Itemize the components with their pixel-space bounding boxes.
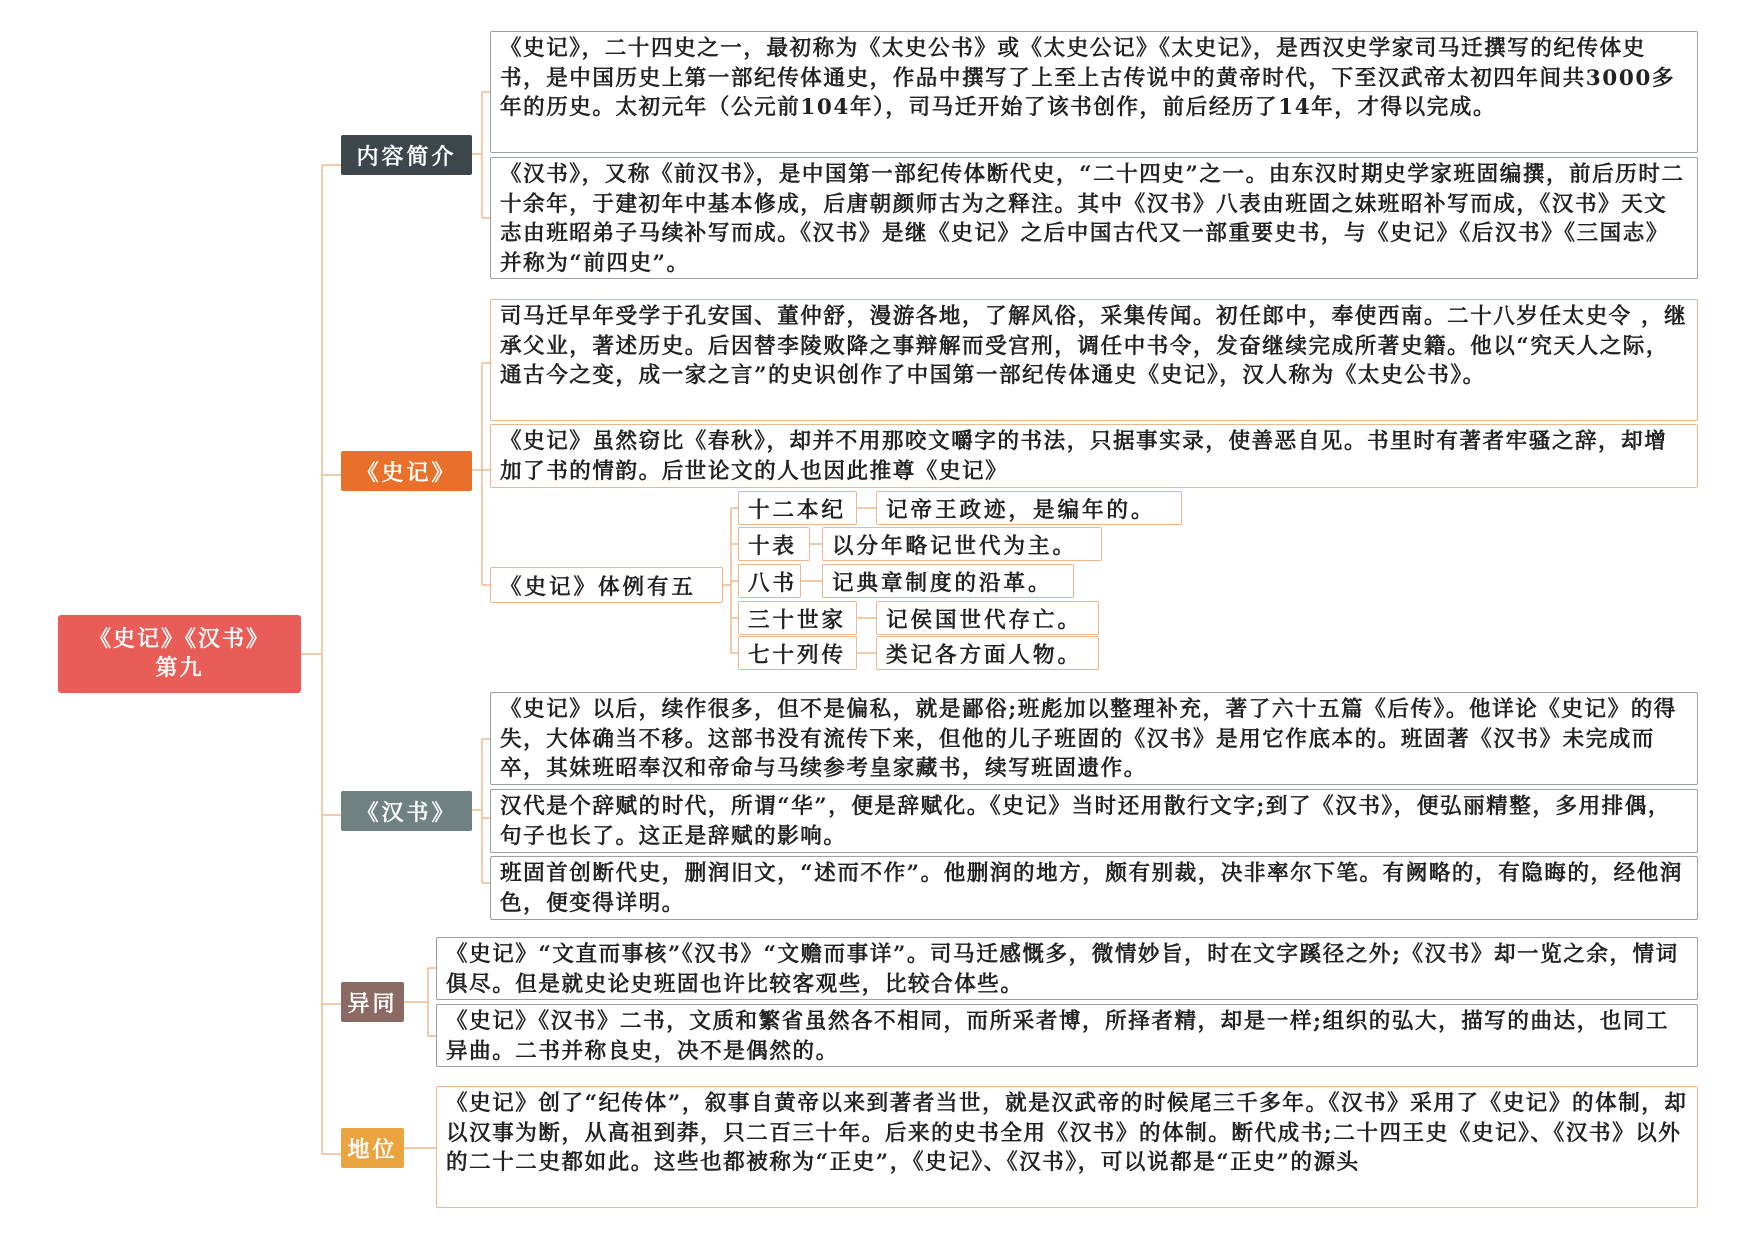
tili-connector (723, 508, 738, 653)
branch-diwei[interactable] (341, 1128, 404, 1168)
neirong-connector (472, 92, 490, 218)
yitong-text-liangshi: 《史记》《汉书》二书，文质和繁省虽然各不相同，而所采者博，所择者精，却是一样;组织的弘大，描写的曲达，也同工异曲。二书并称良史，决不是偶然的。 (436, 1004, 1698, 1067)
shiji-connector (472, 363, 490, 585)
root-subtitle: 第九 (155, 655, 204, 681)
yitong-connector (404, 968, 436, 1036)
branch-neirong-label: 内容简介 (356, 143, 457, 170)
tili-desc-liezhuan: 类记各方面人物。 (876, 636, 1099, 670)
shiji-tili-node[interactable]: 《史记》体例有五 (490, 567, 723, 603)
branch-neirong[interactable] (341, 135, 472, 175)
root-node[interactable] (58, 615, 301, 693)
hanshu-connector (472, 739, 490, 883)
tili-item-shijia[interactable]: 三十世家 (738, 601, 857, 635)
tili-desc-shijia: 记侯国世代存亡。 (876, 601, 1099, 635)
branch-hanshu[interactable] (341, 791, 472, 831)
tili-desc-biao: 以分年略记世代为主。 (822, 527, 1102, 561)
branch-hanshu-label: 《汉书》 (356, 799, 457, 826)
hanshu-text-duandai: 班固首创断代史，删润旧文，“述而不作”。他删润的地方，颇有别裁，决非率尔下笔。有阙略的，有隐晦的，经他润色，便变得详明。 (490, 856, 1698, 920)
tili-desc-shu: 记典章制度的沿革。 (822, 564, 1074, 598)
neirong-text-hanshu: 《汉书》，又称《前汉书》，是中国第一部纪传体断代史，“二十四史”之一。由东汉时期史学家班固编撰，前后历时二十余年，于建初年中基本修成，后唐朝颜师古为之释注。其中《汉书》八表由班固之妹班昭补写而成，《汉书》天文志由班昭弟子马续补写而成。《汉书》是继《史记》之后中国古代又一部重要史书，与《史记》《后汉书》《三国志》并称为“前四史”。 (490, 157, 1698, 279)
diwei-text: 《史记》创了“纪传体”，叙事自黄帝以来到著者当世，就是汉武帝的时候尾三千多年。《汉书》采用了《史记》的体制，却以汉事为断，从高祖到莽，只二百三十年。后来的史书全用《汉书》的体制。断代成书;二十四王史《史记》、《汉书》以外的二十二史都如此。这些也都被称为“正史”，《史记》、《汉书》，可以说都是“正史”的源头 (436, 1086, 1698, 1208)
hanshu-text-origin: 《史记》以后，续作很多，但不是偏私，就是鄙俗;班彪加以整理补充，著了六十五篇《后传》。他详论《史记》的得失，大体确当不移。这部书没有流传下来，但他的儿子班固的《汉书》是用它作底本的。班固著《汉书》未完成而卒，其妹班昭奉汉和帝命与马续参考皇家藏书，续写班固遗作。 (490, 692, 1698, 785)
tili-item-benji[interactable]: 十二本纪 (738, 491, 857, 525)
root-title: 《史记》《汉书》 (88, 626, 270, 652)
yitong-text-compare: 《史记》“文直而事核”《汉书》“文赡而事详”。司马迁感慨多，微情妙旨，时在文字蹊径之外;《汉书》却一览之余，情词俱尽。但是就史论史班固也许比较客观些，比较合体些。 (436, 937, 1698, 1000)
branch-yitong[interactable] (341, 982, 404, 1022)
branch-yitong-label: 异同 (347, 990, 398, 1017)
hanshu-text-cifu: 汉代是个辞赋的时代，所谓“华”，便是辞赋化。《史记》当时还用散行文字;到了《汉书》，便弘丽精整，多用排偶，句子也长了。这正是辞赋的影响。 (490, 789, 1698, 853)
branch-shiji-label: 《史记》 (356, 459, 457, 486)
shiji-text-author: 司马迁早年受学于孔安国、董仲舒，漫游各地，了解风俗，采集传闻。初任郎中，奉使西南。二十八岁任太史令 ，继承父业，著述历史。后因替李陵败降之事辩解而受宫刑，调任中书令，发奋继续完成所著史籍。他以“究天人之际，通古今之变，成一家之言”的史识创作了中国第一部纪传体通史《史记》，汉人称为《太史公书》。 (490, 299, 1698, 421)
tili-item-biao[interactable]: 十表 (738, 527, 810, 561)
neirong-text-shiji: 《史记》，二十四史之一，最初称为《太史公书》或《太史公记》《太史记》，是西汉史学家司马迁撰写的纪传体史书，是中国历史上第一部纪传体通史，作品中撰写了上至上古传说中的黄帝时代，下至汉武帝太初四年间共3000多年的历史。太初元年（公元前104年），司马迁开始了该书创作，前后经历了14年，才得以完成。 (490, 31, 1698, 153)
shiji-text-style: 《史记》虽然窃比《春秋》，却并不用那咬文嚼字的书法，只据事实录，使善恶自见。书里时有著者牢骚之辞，却增加了书的情韵。后世论文的人也因此推尊《史记》 (490, 424, 1698, 488)
branch-diwei-label: 地位 (347, 1136, 398, 1163)
tili-item-shu[interactable]: 八书 (738, 564, 801, 598)
branch-shiji[interactable] (341, 451, 472, 491)
tili-item-liezhuan[interactable]: 七十列传 (738, 636, 857, 670)
tili-desc-benji: 记帝王政迹，是编年的。 (876, 491, 1182, 525)
